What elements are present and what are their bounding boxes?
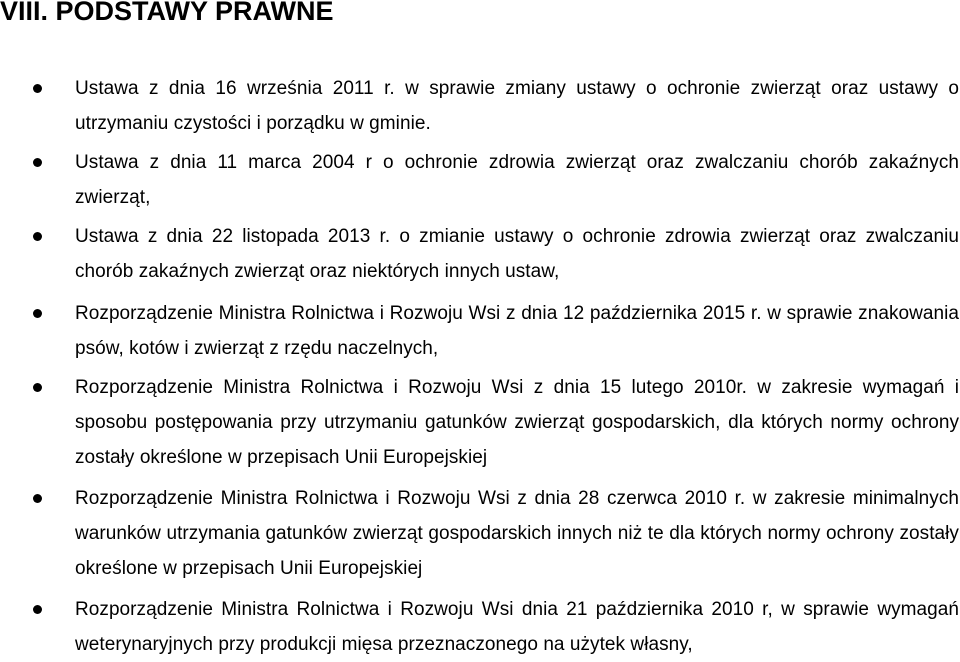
section-heading: VIII. PODSTAWY PRAWNE: [0, 0, 334, 26]
bullet-icon: [33, 383, 42, 392]
bullet-icon: [33, 605, 42, 614]
list-item-text: Rozporządzenie Ministra Rolnictwa i Rozwoju Wsi z dnia 15 lutego 2010r. w zakresie wymagań i sposobu postępowania przy utrzymaniu gatunków zwierząt gospodarskich, dla których normy ochrony zostały określone w przepisach Unii Europejskiej: [75, 377, 959, 468]
bullet-icon: [33, 494, 42, 503]
bullet-icon: [33, 84, 42, 93]
list-item-text: Rozporządzenie Ministra Rolnictwa i Rozwoju Wsi dnia 21 października 2010 r, w sprawie wymagań weterynaryjnych przy produkcji mięsa przeznaczonego na użytek własny,: [75, 599, 959, 655]
list-item-text: Ustawa z dnia 11 marca 2004 r o ochronie zdrowia zwierząt oraz zwalczaniu chorób zakaźnych zwierząt,: [75, 152, 959, 208]
list-item-text: Rozporządzenie Ministra Rolnictwa i Rozwoju Wsi z dnia 12 października 2015 r. w sprawie znakowania psów, kotów i zwierząt z rzędu naczelnych,: [75, 303, 959, 359]
bullet-icon: [33, 232, 42, 241]
bullet-icon: [33, 309, 42, 318]
list-item-text: Ustawa z dnia 16 września 2011 r. w sprawie zmiany ustawy o ochronie zwierząt oraz ustawy o utrzymaniu czystości i porządku w gminie.: [75, 78, 959, 134]
list-item-text: Ustawa z dnia 22 listopada 2013 r. o zmianie ustawy o ochronie zdrowia zwierząt oraz zwalczaniu chorób zakaźnych zwierząt oraz niektórych innych ustaw,: [75, 226, 959, 282]
list-item-text: Rozporządzenie Ministra Rolnictwa i Rozwoju Wsi z dnia 28 czerwca 2010 r. w zakresie minimalnych warunków utrzymania gatunków zwierząt gospodarskich innych niż te dla których normy ochrony zostały określone w przepisach Unii Europejskiej: [75, 488, 959, 579]
bullet-icon: [33, 158, 42, 167]
